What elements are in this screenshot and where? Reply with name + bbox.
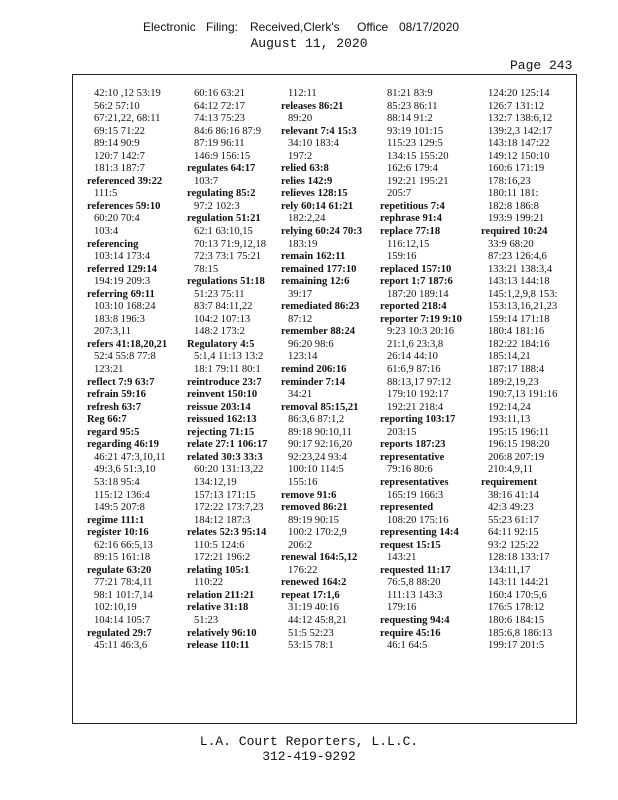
index-term: related 30:3 33:3 [187, 451, 263, 463]
index-term: regulations 51:18 [187, 276, 265, 288]
index-reference: 134:11,17 [488, 564, 531, 576]
index-term: remained 177:10 [281, 263, 357, 275]
index-term: remain 162:11 [281, 251, 346, 263]
index-reference: 189:2,19,23 [488, 376, 539, 388]
index-reference: 143:13 144:18 [488, 276, 550, 288]
index-reference: 162:6 179:4 [387, 163, 438, 175]
index-reference: 62:1 63:10,15 [194, 226, 253, 238]
index-reference: 207:3,11 [94, 326, 131, 338]
transcript-date: August 11, 2020 [250, 36, 368, 51]
index-reference: 46:1 64:5 [387, 640, 428, 652]
index-reference: 134:12,19 [194, 476, 237, 488]
index-reference: 181:3 187:7 [94, 163, 145, 175]
index-reference: 87:19 96:11 [194, 138, 245, 150]
index-term: reissue 203:14 [187, 401, 251, 413]
index-term: regulates 64:17 [187, 163, 256, 175]
index-reference: 44:12 45:8,21 [288, 614, 347, 626]
index-reference: 90:17 92:16,20 [288, 439, 353, 451]
index-term: remaining 12:6 [281, 276, 350, 288]
index-reference: 81:21 83:9 [387, 88, 433, 99]
index-column-3 [281, 88, 373, 653]
index-reference: 102:10,19 [94, 602, 137, 614]
index-reference: 178:16,23 [488, 175, 531, 187]
index-term: relation 211:21 [187, 589, 255, 601]
index-reference: 31:19 40:16 [288, 602, 339, 614]
index-reference: 55:23 61:17 [488, 514, 539, 526]
index-reference: 53:18 95:4 [94, 476, 140, 488]
index-term: Regulatory 4:5 [187, 338, 255, 350]
index-reference: 18:1 79:11 80:1 [194, 364, 261, 376]
index-reference: 123:21 [94, 364, 124, 376]
index-reference: 60:16 63:21 [194, 88, 245, 99]
index-term: remind 206:16 [281, 364, 347, 376]
index-reference: 205:7 [387, 188, 412, 200]
index-reference: 45:11 46:3,6 [94, 640, 148, 652]
index-reference: 155:16 [288, 476, 318, 488]
index-reference: 172:22 173:7,23 [194, 502, 264, 514]
index-reference: 21:1,6 23:3,8 [387, 338, 444, 350]
index-reference: 203:15 [387, 426, 417, 438]
index-term: regime 111:1 [87, 514, 145, 526]
index-term: rely 60:14 61:21 [281, 200, 354, 212]
index-term: renewal 164:5,12 [281, 552, 358, 564]
index-reference: 100:2 170:2,9 [288, 527, 347, 539]
index-reference: 98:1 101:7,14 [94, 589, 153, 601]
index-term: Reg 66:7 [87, 414, 127, 426]
index-term: refers 41:18,20,21 [87, 338, 168, 350]
index-reference: 93:2 125:22 [488, 539, 539, 551]
index-reference: 104:2 107:13 [194, 313, 251, 325]
index-reference: 77:21 78:4,11 [94, 577, 153, 589]
index-reference: 190:7,13 191:16 [488, 389, 558, 401]
index-term: removed 86:21 [281, 502, 348, 514]
index-term: register 10:16 [87, 527, 149, 539]
index-reference: 132:7 138:6,12 [488, 113, 553, 125]
index-term: repetitious 7:4 [380, 200, 445, 212]
index-term: reporter 7:19 9:10 [380, 313, 462, 325]
index-reference: 192:21 195:21 [387, 175, 449, 187]
index-reference: 111:13 143:3 [387, 589, 443, 601]
index-reference: 180:6 184:15 [488, 614, 545, 626]
stamp-word: Received,Clerk's [250, 20, 340, 34]
index-reference: 146:9 156:15 [194, 150, 251, 162]
index-column-2 [187, 88, 279, 653]
index-reference: 103:14 173:4 [94, 251, 151, 263]
index-term: referencing [87, 238, 139, 250]
index-column-1 [87, 88, 179, 653]
index-term: reissued 162:13 [187, 414, 257, 426]
index-reference: 210:4,9,11 [488, 464, 533, 476]
stamp-word: Filing: [206, 20, 239, 34]
index-reference: 172:21 196:2 [194, 552, 251, 564]
index-frame [72, 74, 577, 724]
index-reference: 53:15 78:1 [288, 640, 334, 652]
index-reference: 183:19 [288, 238, 318, 250]
index-reference: 192:14,24 [488, 401, 531, 413]
index-reference: 69:15 71:22 [94, 125, 145, 137]
index-term: require 45:16 [380, 627, 441, 639]
index-term: reintroduce 23:7 [187, 376, 262, 388]
index-reference: 70:13 71:9,12,18 [194, 238, 267, 250]
index-reference: 111:5 [94, 188, 118, 200]
index-term: replace 77:18 [380, 226, 441, 238]
index-reference: 104:14 105:7 [94, 614, 151, 626]
index-reference: 116:12,15 [387, 238, 430, 250]
index-reference: 196:15 198:20 [488, 439, 550, 451]
index-reference: 199:17 201:5 [488, 640, 545, 652]
index-reference: 139:2,3 142:17 [488, 125, 553, 137]
index-term: relating 105:1 [187, 564, 250, 576]
index-reference: 62:16 66:5,13 [94, 539, 153, 551]
index-reference: 160:6 171:19 [488, 163, 545, 175]
index-reference: 83:7 84:11,22 [194, 301, 253, 313]
index-term: regulate 63:20 [87, 564, 152, 576]
index-reference: 5:1,4 11:13 13:2 [194, 351, 264, 363]
index-reference: 134:15 155:20 [387, 150, 449, 162]
index-reference: 126:7 131:12 [488, 100, 545, 112]
index-reference: 64:12 72:17 [194, 100, 245, 112]
index-reference: 194:19 209:3 [94, 276, 151, 288]
index-reference: 165:19 166:3 [387, 489, 444, 501]
index-term: requirement [481, 476, 538, 488]
index-term: remember 88:24 [281, 326, 356, 338]
index-term: reports 187:23 [380, 439, 446, 451]
index-term: referred 129:14 [87, 263, 157, 275]
index-reference: 72:3 73:1 75:21 [194, 251, 262, 263]
page-number: Page 243 [510, 58, 573, 73]
index-term: represented [380, 502, 434, 514]
index-reference: 89:20 [288, 113, 313, 125]
index-term: refrain 59:16 [87, 389, 146, 401]
index-reference: 93:19 101:15 [387, 125, 444, 137]
index-reference: 84:6 86:16 87:9 [194, 125, 262, 137]
index-reference: 49:3,6 51:3,10 [94, 464, 156, 476]
index-reference: 110:22 [194, 577, 224, 589]
index-reference: 56:2 57:10 [94, 100, 140, 112]
index-reference: 89:18 90:10,11 [288, 426, 352, 438]
index-term: rejecting 71:15 [187, 426, 255, 438]
index-reference: 183:8 196:3 [94, 313, 145, 325]
index-reference: 9:23 10:3 20:16 [387, 326, 455, 338]
index-term: reporting 103:17 [380, 414, 456, 426]
index-reference: 97:2 102:3 [194, 200, 240, 212]
index-term: requesting 94:4 [380, 614, 450, 626]
index-reference: 79:16 80:6 [387, 464, 433, 476]
index-term: regulating 85:2 [187, 188, 256, 200]
index-term: regulated 29:7 [87, 627, 152, 639]
index-term: remediated 86:23 [281, 301, 360, 313]
index-reference: 78:15 [194, 263, 219, 275]
index-reference: 64:11 92:15 [488, 527, 539, 539]
index-reference: 185:6,8 186:13 [488, 627, 553, 639]
index-term: relatively 96:10 [187, 627, 257, 639]
stamp-date: 08/17/2020 [399, 20, 460, 34]
index-reference: 51:23 [194, 614, 219, 626]
index-term: relying 60:24 70:3 [281, 226, 363, 238]
index-reference: 89:14 90:9 [94, 138, 140, 150]
index-reference: 133:21 138:3,4 [488, 263, 553, 275]
index-reference: 193:11,13 [488, 414, 531, 426]
index-reference: 120:7 142:7 [94, 150, 145, 162]
index-reference: 51:23 75:11 [194, 288, 245, 300]
index-reference: 115:23 129:5 [387, 138, 443, 150]
index-reference: 187:20 189:14 [387, 288, 449, 300]
index-reference: 88:14 91:2 [387, 113, 433, 125]
index-term: required 10:24 [481, 226, 548, 238]
index-reference: 149:5 207:8 [94, 502, 145, 514]
index-term: relies 142:9 [281, 175, 333, 187]
index-reference: 110:5 124:6 [194, 539, 245, 551]
index-reference: 187:17 188:4 [488, 364, 545, 376]
index-term: relative 31:18 [187, 602, 249, 614]
index-reference: 145:1,2,9,8 153: [488, 288, 558, 300]
index-reference: 108:20 175:16 [387, 514, 449, 526]
index-column-4 [380, 88, 472, 653]
index-reference: 74:13 75:23 [194, 113, 245, 125]
index-term: representatives [380, 476, 449, 488]
index-reference: 60:20 131:13,22 [194, 464, 264, 476]
stamp-word: Electronic [143, 20, 196, 34]
index-term: representative [380, 451, 445, 463]
index-column-5 [481, 88, 573, 653]
index-term: relates 52:3 95:14 [187, 527, 267, 539]
index-reference: 92:23,24 93:4 [288, 451, 347, 463]
index-reference: 195:15 196:11 [488, 426, 550, 438]
index-reference: 143:18 147:22 [488, 138, 550, 150]
index-reference: 100:10 114:5 [288, 464, 344, 476]
index-reference: 193:9 199:21 [488, 213, 545, 225]
index-reference: 153:13,16,21,23 [488, 301, 558, 313]
index-reference: 197:2 [288, 150, 313, 162]
index-term: reflect 7:9 63:7 [87, 376, 155, 388]
index-term: reinvent 150:10 [187, 389, 258, 401]
index-reference: 148:2 173:2 [194, 326, 245, 338]
index-reference: 159:14 171:18 [488, 313, 550, 325]
index-reference: 182:2,24 [288, 213, 326, 225]
index-reference: 115:12 136:4 [94, 489, 150, 501]
index-term: referenced 39:22 [87, 175, 163, 187]
index-term: report 1:7 187:6 [380, 276, 453, 288]
index-reference: 86:3,6 87:1,2 [288, 414, 345, 426]
index-term: requested 11:17 [380, 564, 451, 576]
index-reference: 26:14 44:10 [387, 351, 438, 363]
index-term: refresh 63:7 [87, 401, 142, 413]
index-reference: 89:15 161:18 [94, 552, 151, 564]
index-term: removal 85:15,21 [281, 401, 359, 413]
index-term: remove 91:6 [281, 489, 337, 501]
footer-company: L.A. Court Reporters, L.L.C. [199, 734, 419, 749]
index-reference: 42:3 49:23 [488, 502, 534, 514]
index-reference: 34:10 183:4 [288, 138, 339, 150]
index-term: repeat 17:1,6 [281, 589, 340, 601]
index-reference: 51:5 52:23 [288, 627, 334, 639]
index-reference: 206:2 [288, 539, 313, 551]
index-term: relied 63:8 [281, 163, 329, 175]
index-reference: 192:21 218:4 [387, 401, 444, 413]
index-term: relieves 128:15 [281, 188, 348, 200]
index-reference: 179:16 [387, 602, 417, 614]
stamp-word: Office [357, 20, 389, 34]
index-reference: 87:12 [288, 313, 313, 325]
index-reference: 128:18 133:17 [488, 552, 550, 564]
index-reference: 182:8 186:8 [488, 200, 539, 212]
index-reference: 38:16 41:14 [488, 489, 539, 501]
footer-phone: 312-419-9292 [262, 749, 356, 764]
index-reference: 60:20 70:4 [94, 213, 140, 225]
index-term: referring 69:11 [87, 288, 155, 300]
index-term: regarding 46:19 [87, 439, 159, 451]
index-reference: 179:10 192:17 [387, 389, 449, 401]
index-reference: 159:16 [387, 251, 417, 263]
index-term: renewed 164:2 [281, 577, 347, 589]
index-reference: 76:5,8 88:20 [387, 577, 441, 589]
index-reference: 124:20 125:14 [488, 88, 550, 99]
index-reference: 42:10 ,12 53:19 [94, 88, 161, 99]
index-term: releases 86:21 [281, 100, 344, 112]
index-term: reminder 7:14 [281, 376, 346, 388]
index-reference: 103:4 [94, 226, 119, 238]
index-reference: 39:17 [288, 288, 313, 300]
index-reference: 103:7 [194, 175, 219, 187]
index-reference: 88:13,17 97:12 [387, 376, 452, 388]
index-reference: 180:4 181:16 [488, 326, 545, 338]
index-term: representing 14:4 [380, 527, 459, 539]
index-reference: 149:12 150:10 [488, 150, 550, 162]
index-reference: 52:4 55:8 77:8 [94, 351, 156, 363]
index-reference: 176:22 [288, 564, 318, 576]
index-reference: 157:13 171:15 [194, 489, 256, 501]
index-reference: 180:11 181: [488, 188, 539, 200]
index-reference: 112:11 [288, 88, 317, 99]
index-reference: 103:10 168:24 [94, 301, 156, 313]
index-reference: 96:20 98:6 [288, 338, 334, 350]
index-reference: 143:21 [387, 552, 417, 564]
index-reference: 176:5 178:12 [488, 602, 545, 614]
index-reference: 34:21 [288, 389, 313, 401]
index-reference: 143:11 144:21 [488, 577, 550, 589]
index-reference: 67:21,22, 68:11 [94, 113, 161, 125]
index-reference: 46:21 47:3,10,11 [94, 451, 166, 463]
index-term: references 59:10 [87, 200, 161, 212]
index-reference: 87:23 126:4,6 [488, 251, 547, 263]
index-reference: 184:12 187:3 [194, 514, 251, 526]
index-term: relevant 7:4 15:3 [281, 125, 357, 137]
index-term: replaced 157:10 [380, 263, 452, 275]
index-reference: 206:8 207:19 [488, 451, 545, 463]
index-reference: 61:6,9 87:16 [387, 364, 441, 376]
index-term: release 110:11 [187, 640, 250, 652]
index-reference: 185:14,21 [488, 351, 531, 363]
index-reference: 123:14 [288, 351, 318, 363]
index-term: reported 218:4 [380, 301, 447, 313]
index-reference: 33:9 68:20 [488, 238, 534, 250]
index-term: request 15:15 [380, 539, 441, 551]
index-term: relate 27:1 106:17 [187, 439, 268, 451]
index-term: regard 95:5 [87, 426, 140, 438]
index-reference: 89:19 90:15 [288, 514, 339, 526]
index-term: regulation 51:21 [187, 213, 261, 225]
index-reference: 85:23 86:11 [387, 100, 438, 112]
index-reference: 182:22 184:16 [488, 338, 550, 350]
index-term: rephrase 91:4 [380, 213, 442, 225]
index-reference: 160:4 170:5,6 [488, 589, 547, 601]
